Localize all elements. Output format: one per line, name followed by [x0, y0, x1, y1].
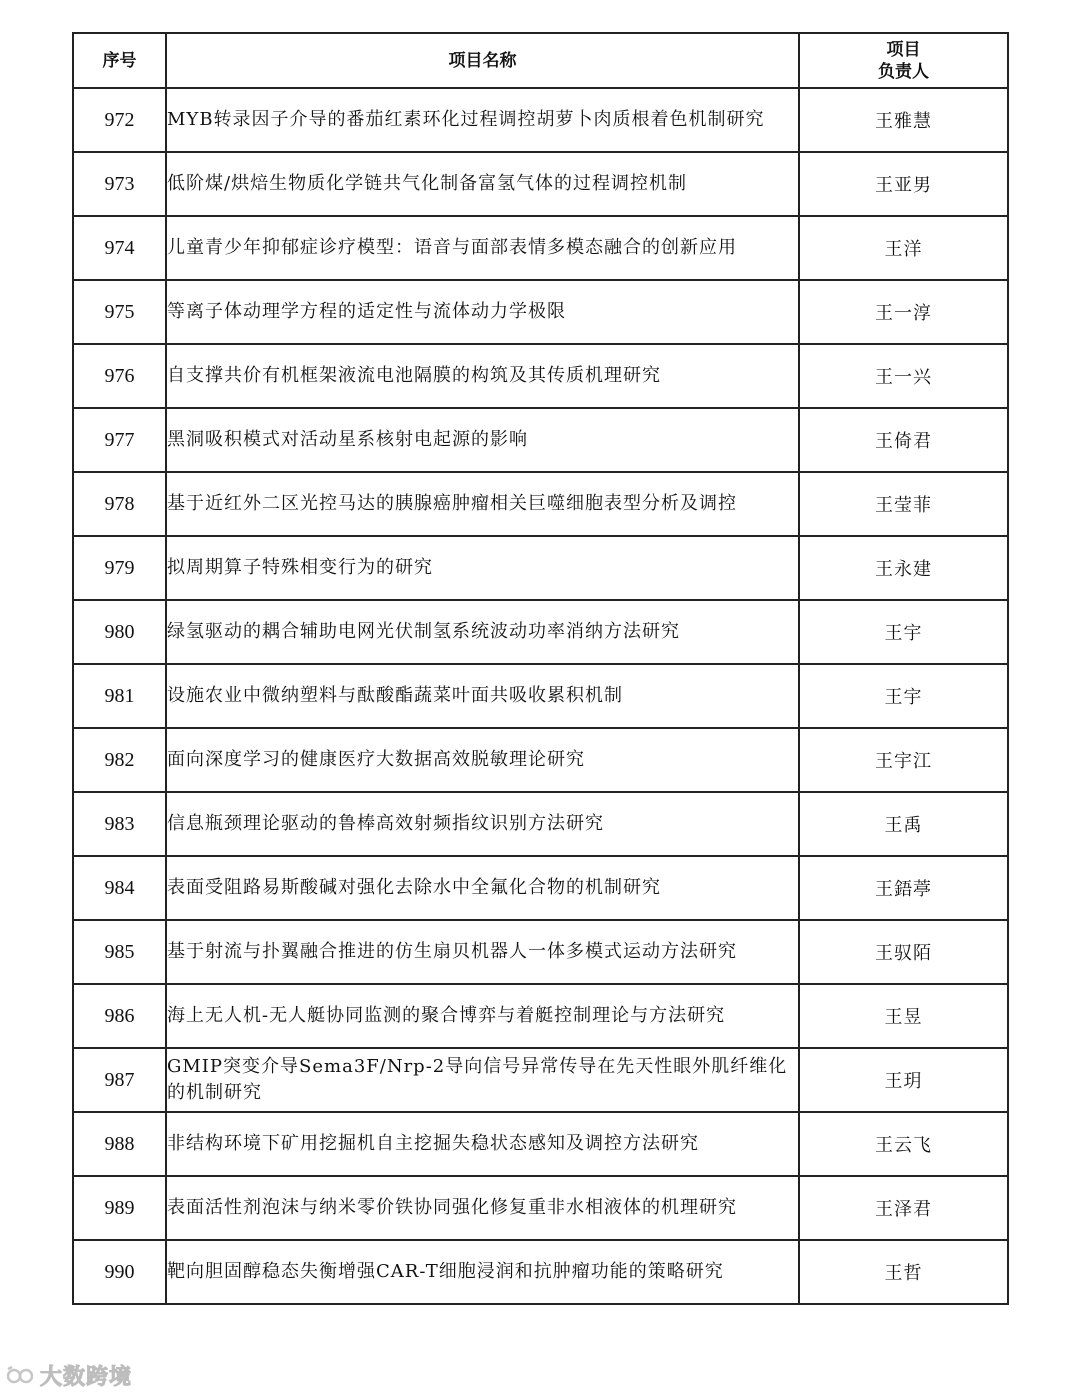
row-owner: 王一淳: [799, 280, 1008, 344]
row-index: 979: [73, 536, 166, 600]
table-row: [73, 536, 1008, 600]
row-owner: 王驭陌: [799, 920, 1008, 984]
watermark-text: 大数跨境: [40, 1365, 133, 1390]
row-owner: 王哲: [799, 1240, 1008, 1304]
row-owner: 王昱: [799, 984, 1008, 1048]
header-name: 项目名称: [166, 33, 799, 88]
table-row: [73, 920, 1008, 984]
table-row: [73, 1176, 1008, 1240]
row-project-name: 靶向胆固醇稳态失衡增强CAR-T细胞浸润和抗肿瘤功能的策略研究: [166, 1240, 799, 1304]
row-project-name: MYB转录因子介导的番茄红素环化过程调控胡萝卜肉质根着色机制研究: [166, 88, 799, 152]
row-project-name: 低阶煤/烘焙生物质化学链共气化制备富氢气体的过程调控机制: [166, 152, 799, 216]
row-project-name: 表面活性剂泡沫与纳米零价铁协同强化修复重非水相液体的机理研究: [166, 1176, 799, 1240]
row-owner: 王宇: [799, 600, 1008, 664]
row-owner: 王云飞: [799, 1112, 1008, 1176]
table-row: [73, 1112, 1008, 1176]
row-index: 983: [73, 792, 166, 856]
row-owner: 王洋: [799, 216, 1008, 280]
row-project-name: 非结构环境下矿用挖掘机自主挖掘失稳状态感知及调控方法研究: [166, 1112, 799, 1176]
header-owner-line2: 负责人: [878, 61, 929, 82]
row-index: 976: [73, 344, 166, 408]
table-row: [73, 280, 1008, 344]
brand-logo-icon: [6, 1365, 36, 1387]
header-index: 序号: [73, 33, 166, 88]
row-project-name: 面向深度学习的健康医疗大数据高效脱敏理论研究: [166, 728, 799, 792]
row-project-name: 等离子体动理学方程的适定性与流体动力学极限: [166, 280, 799, 344]
row-owner: 王禹: [799, 792, 1008, 856]
row-owner: 王一兴: [799, 344, 1008, 408]
row-index: 981: [73, 664, 166, 728]
row-project-name: 绿氢驱动的耦合辅助电网光伏制氢系统波动功率消纳方法研究: [166, 600, 799, 664]
table-row: [73, 88, 1008, 152]
header-owner-line1: 项目: [886, 39, 921, 60]
row-project-name: 黑洞吸积模式对活动星系核射电起源的影响: [166, 408, 799, 472]
row-project-name: GMIP突变介导Sema3F/Nrp-2导向信号异常传导在先天性眼外肌纤维化的机制研究: [166, 1048, 799, 1112]
row-index: 984: [73, 856, 166, 920]
row-owner: 王倚君: [799, 408, 1008, 472]
table-row: [73, 344, 1008, 408]
table-row: [73, 472, 1008, 536]
row-owner: 王宇: [799, 664, 1008, 728]
row-project-name: 设施农业中微纳塑料与酞酸酯蔬菜叶面共吸收累积机制: [166, 664, 799, 728]
row-owner: 王宇江: [799, 728, 1008, 792]
header-owner: [799, 33, 1008, 88]
row-owner: 王亚男: [799, 152, 1008, 216]
row-index: 989: [73, 1176, 166, 1240]
row-index: 972: [73, 88, 166, 152]
table-row: [73, 856, 1008, 920]
row-project-name: 海上无人机-无人艇协同监测的聚合博弈与着艇控制理论与方法研究: [166, 984, 799, 1048]
row-owner: 王玥: [799, 1048, 1008, 1112]
row-owner: 王永建: [799, 536, 1008, 600]
row-project-name: 自支撑共价有机框架液流电池隔膜的构筑及其传质机理研究: [166, 344, 799, 408]
table-row: [73, 216, 1008, 280]
row-index: 978: [73, 472, 166, 536]
row-index: 973: [73, 152, 166, 216]
row-index: 987: [73, 1048, 166, 1112]
row-project-name: 表面受阻路易斯酸碱对强化去除水中全氟化合物的机制研究: [166, 856, 799, 920]
project-table: [72, 32, 1009, 1305]
row-index: 974: [73, 216, 166, 280]
table-row: [73, 664, 1008, 728]
row-owner: 王鋙葶: [799, 856, 1008, 920]
row-project-name: 信息瓶颈理论驱动的鲁棒高效射频指纹识别方法研究: [166, 792, 799, 856]
row-project-name: 儿童青少年抑郁症诊疗模型：语音与面部表情多模态融合的创新应用: [166, 216, 799, 280]
row-project-name: 拟周期算子特殊相变行为的研究: [166, 536, 799, 600]
row-owner: 王泽君: [799, 1176, 1008, 1240]
table-header-row: [73, 33, 1008, 88]
row-index: 990: [73, 1240, 166, 1304]
row-owner: 王雅慧: [799, 88, 1008, 152]
row-project-name: 基于近红外二区光控马达的胰腺癌肿瘤相关巨噬细胞表型分析及调控: [166, 472, 799, 536]
table-row: [73, 1048, 1008, 1112]
row-index: 986: [73, 984, 166, 1048]
table-row: [73, 408, 1008, 472]
table-row: [73, 1240, 1008, 1304]
table-row: [73, 152, 1008, 216]
table-row: [73, 728, 1008, 792]
row-index: 977: [73, 408, 166, 472]
row-index: 980: [73, 600, 166, 664]
watermark: [6, 1360, 132, 1391]
row-index: 982: [73, 728, 166, 792]
row-project-name: 基于射流与扑翼融合推进的仿生扇贝机器人一体多模式运动方法研究: [166, 920, 799, 984]
row-index: 985: [73, 920, 166, 984]
row-owner: 王莹菲: [799, 472, 1008, 536]
table-row: [73, 792, 1008, 856]
table-row: [73, 600, 1008, 664]
row-index: 975: [73, 280, 166, 344]
row-index: 988: [73, 1112, 166, 1176]
table-row: [73, 984, 1008, 1048]
